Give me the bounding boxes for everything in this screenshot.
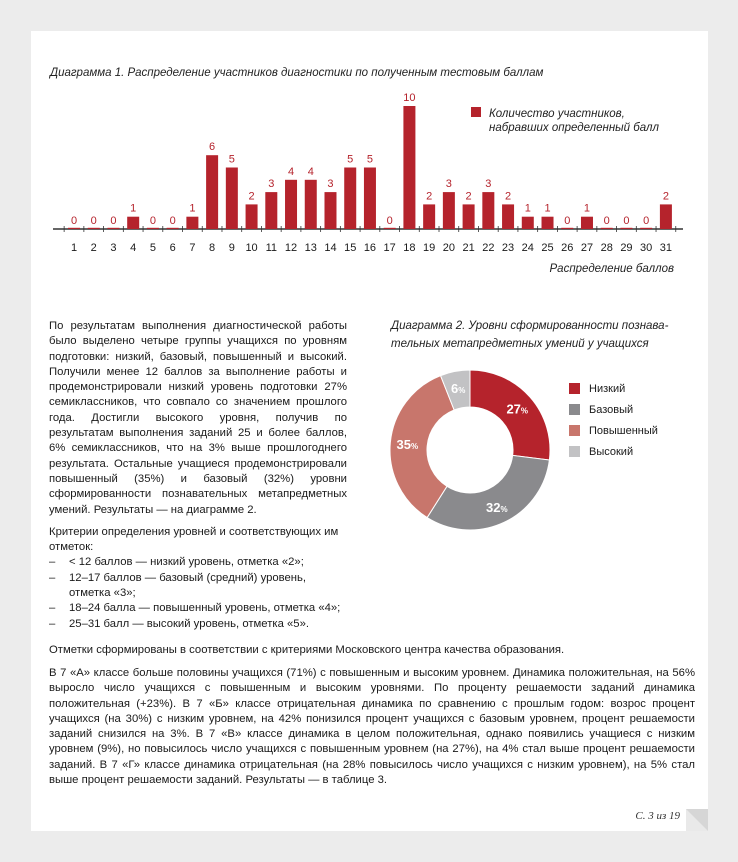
chart1-data-label: 0: [643, 215, 650, 227]
chart1-data-label: 5: [347, 153, 354, 166]
chart2-title-line2: тельных метапредметных умений у учащихся: [391, 337, 649, 350]
para-criteria-source: Отметки сформированы в соответствии с критериями Московского центра качества образования.: [49, 644, 565, 656]
chart1-bar: [601, 228, 613, 229]
chart1-data-label: 3: [485, 178, 492, 191]
chart1-data-label: 1: [583, 202, 591, 215]
chart1-data-label: 0: [149, 215, 156, 227]
chart1-tick-label: 4: [130, 242, 137, 254]
chart1-tick-label: 20: [442, 242, 455, 254]
chart1-bar: [561, 228, 573, 229]
chart1-bar: [384, 228, 396, 229]
chart2-legend-label: Высокий: [589, 445, 634, 458]
chart1-data-label: 0: [603, 215, 610, 227]
chart1-legend-line: набравших определенный балл: [489, 122, 659, 134]
chart1-x-axis-label: Распределение баллов: [549, 263, 674, 275]
chart1-data-label: 0: [386, 215, 393, 227]
chart1-bar: [226, 168, 238, 230]
chart1-tick-label: 17: [383, 242, 396, 254]
chart1-bar: [660, 204, 672, 229]
chart1-data-label: 10: [403, 92, 416, 104]
chart2-legend-swatch: [569, 404, 580, 415]
chart1-bar: [344, 168, 356, 230]
chart1-bar: [324, 192, 336, 229]
chart1-data-label: 0: [564, 215, 571, 227]
chart2-legend-item: [569, 441, 658, 462]
chart1-tick-label: 19: [423, 242, 436, 254]
intro-text: [49, 319, 347, 632]
chart2-legend-label: Базовый: [589, 403, 634, 416]
chart2-legend-item: [569, 378, 658, 399]
chart1-bar: [285, 180, 297, 229]
chart1-tick-label: 24: [521, 242, 534, 254]
chart1-data-label: 4: [307, 165, 314, 178]
chart1-tick-label: 31: [659, 242, 673, 254]
chart1-data-label: 3: [445, 178, 452, 191]
chart1-tick-label: 11: [265, 242, 278, 254]
chart1-bar: [305, 180, 317, 229]
criteria-item: – < 12 баллов — низкий уровень, отметка «2»;: [49, 555, 347, 570]
chart1-legend-line: Количество участников,: [489, 108, 625, 120]
chart2-slice-label: 35%: [396, 437, 419, 453]
chart1-data-label: 1: [524, 202, 531, 215]
chart2-slice-label: 32%: [486, 500, 508, 516]
chart1-data-label: 0: [623, 215, 630, 227]
chart1-bar: [620, 228, 632, 229]
chart1-tick-label: 15: [344, 242, 357, 254]
chart1-tick-label: 26: [561, 242, 574, 254]
chart1-data-label: 0: [169, 215, 176, 227]
chart1-tick-label: 6: [169, 242, 176, 254]
para-class-dynamics: В 7 «А» классе больше половины учащихся (71%) с повышенным и высоким уровнем. Динамика положительная, на 56% выросло число учащихся с повышенным и высоким уровнями. По проценту решаемости заданий динамика положительная (+23%). В 7 «Б» классе отрицательная динамика по сравнению с прошлым годом: возрос процент учащихся (на 30%) с низким уровнем, на 42% понизился процент учащихся с базовым уровнем, процент решаемости заданий снизился на 3%. В 7 «В» классе динамика в целом положительная, однако появились учащиеся с низким уровнем (9%), но повысилось число учащихся с повышенным уровнем (на 27%), на 4% стал выше процент решаемости заданий. В 7 «Г» классе динамика отрицательная (на 28% повысилось число учащихся с низким уровнем), на 5% стал выше процент решаемости заданий. Результаты — в таблице 3.: [49, 667, 695, 787]
chart1-tick-label: 7: [189, 242, 196, 254]
chart1-bar: [542, 217, 554, 229]
chart1-bar: [127, 217, 139, 229]
chart1-bar: [522, 217, 534, 229]
chart1-tick-label: 23: [501, 242, 515, 254]
chart1-tick-label: 5: [149, 242, 156, 254]
chart1-bar: [147, 228, 159, 229]
chart1-data-label: 1: [130, 202, 137, 215]
chart1-data-label: 2: [504, 190, 512, 203]
chart1-bar: [502, 204, 514, 229]
chart1-title: Диаграмма 1. Распределение участников диагностики по полученным тестовым баллам: [50, 67, 544, 79]
chart2-slice-label: 27%: [506, 401, 529, 417]
chart2-legend-label: Низкий: [589, 382, 626, 395]
chart2-legend-swatch: [569, 383, 580, 394]
chart2-legend-item: [569, 420, 658, 441]
chart1-data-label: 0: [110, 215, 117, 227]
chart1-tick-label: 28: [600, 242, 613, 254]
chart2-title-line1: Диаграмма 2. Уровни сформированности познава-: [391, 320, 669, 332]
chart1-data-label: 2: [662, 190, 669, 203]
chart1-bar: [167, 228, 179, 229]
chart1-bar: [206, 155, 218, 229]
chart1-tick-label: 16: [363, 242, 377, 254]
criteria-list: [49, 555, 347, 631]
chart1-bar: [581, 217, 593, 229]
para-groups: По результатам выполнения диагностической работы было выделено четыре группы учащихся по уровням подготовки: низкий, базовый, повышенный и высокий. Получили менее 12 баллов за выполнение работы и продемонстрировали низкий уровень подготовки 27% семиклассников, что совпало со значением прошлого года. Достигли высокого уровня, получив по результатам выполнения заданий 25 и более баллов, 6% семиклассников, что на 3% выше прошлогоднего результата. Остальные учащиеся продемонстрировали повышенный (35%) и базовый (32%) уровни сформированности познавательных метапредметных умений. Результаты — на диаграмме 2.: [49, 320, 347, 516]
chart1-data-label: 1: [189, 202, 196, 215]
chart1-bar: [423, 204, 435, 229]
chart1-tick-label: 25: [541, 242, 554, 254]
chart1-tick-label: 22: [482, 242, 495, 254]
chart1-data-label: 3: [327, 178, 334, 191]
chart1-bar: [246, 204, 258, 229]
chart1-bar: [482, 192, 494, 229]
chart1-bar: [463, 204, 475, 229]
chart1-tick-label: 3: [110, 242, 117, 254]
chart1-bar: [88, 228, 100, 229]
chart1-data-label: 1: [544, 202, 551, 215]
chart2-slice: [427, 455, 549, 530]
chart1-tick-label: 1: [70, 242, 78, 254]
chart2-slice-label: 6%: [451, 381, 466, 397]
criteria-intro: Критерии определения уровней и соответствующих им отметок:: [49, 525, 339, 554]
chart1-bar: [443, 192, 455, 229]
chart1-legend-swatch: [471, 107, 481, 117]
chart1-bar: [68, 228, 80, 229]
chart1-bar: [640, 228, 652, 229]
chart1-data-label: 5: [228, 153, 235, 166]
chart2-legend-swatch: [569, 425, 580, 436]
chart1-tick-label: 14: [324, 242, 337, 254]
chart1-data-label: 4: [287, 165, 295, 178]
chart1-tick-label: 9: [228, 242, 235, 254]
chart1-tick-label: 27: [580, 242, 594, 254]
chart1-data-label: 2: [426, 190, 433, 203]
chart1-data-label: 5: [366, 153, 374, 166]
chart1-data-label: 0: [90, 215, 97, 227]
chart1-bar: [364, 168, 376, 230]
chart1-tick-label: 21: [462, 242, 475, 254]
chart1-tick-label: 30: [640, 242, 653, 254]
chart1-tick-label: 29: [620, 242, 633, 254]
chart2-legend-swatch: [569, 446, 580, 457]
chart1-tick-label: 2: [90, 242, 97, 254]
criteria-item: – 18–24 балла — повышенный уровень, отметка «4»;: [49, 601, 347, 616]
chart2-legend-item: [569, 399, 658, 420]
page-number: С. 3 из 19: [635, 810, 680, 822]
chart1-bar: [403, 106, 415, 229]
chart1-tick-label: 18: [403, 242, 416, 254]
chart1-bar: [107, 228, 119, 229]
chart1-data-label: 2: [465, 190, 472, 203]
chart1-tick-label: 13: [304, 242, 317, 254]
criteria-item: – 25–31 балл — высокий уровень, отметка «5».: [49, 617, 347, 632]
chart1-bar: [186, 217, 198, 229]
chart2-legend-label: Повышенный: [589, 424, 658, 437]
chart1-tick-label: 12: [284, 242, 298, 254]
chart1-bar: [265, 192, 277, 229]
chart2-legend: [569, 378, 658, 462]
criteria-item: – 12–17 баллов — базовый (средний) уровень, отметка «3»;: [49, 571, 347, 602]
chart1-data-label: 3: [268, 178, 275, 191]
chart1-tick-label: 10: [245, 242, 258, 254]
chart2-title: [391, 318, 701, 353]
chart1-tick-label: 8: [209, 242, 216, 254]
chart1-data-label: 0: [70, 215, 78, 227]
chart1-data-label: 6: [209, 141, 216, 154]
chart1-data-label: 2: [248, 190, 255, 203]
